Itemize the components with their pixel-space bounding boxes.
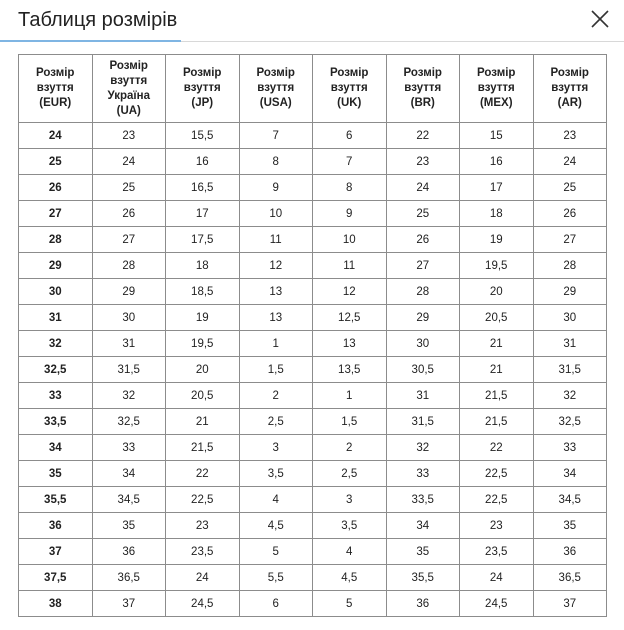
table-cell: 17: [166, 201, 240, 227]
table-cell: 19,5: [460, 253, 534, 279]
table-cell: 5: [313, 591, 387, 617]
table-cell: 34,5: [533, 487, 607, 513]
table-cell: 35,5: [386, 565, 460, 591]
column-header-line: Розмір: [330, 67, 369, 79]
table-cell-eur: 33: [19, 383, 93, 409]
table-row: [19, 591, 607, 617]
column-header: [19, 55, 93, 123]
table-cell: 26: [533, 201, 607, 227]
table-cell-eur: 32,5: [19, 357, 93, 383]
column-header-line: Розмір: [183, 67, 222, 79]
table-row: [19, 201, 607, 227]
column-header-line: Розмір: [477, 67, 516, 79]
table-cell: 28: [386, 279, 460, 305]
table-cell: 23: [166, 513, 240, 539]
column-header: [533, 55, 607, 123]
table-row: [19, 175, 607, 201]
table-cell: 32,5: [533, 409, 607, 435]
table-cell: 20,5: [166, 383, 240, 409]
table-cell: 2,5: [239, 409, 313, 435]
table-cell: 11: [239, 227, 313, 253]
close-icon: [589, 8, 611, 30]
table-cell: 35: [386, 539, 460, 565]
table-cell: 2: [239, 383, 313, 409]
table-row: [19, 461, 607, 487]
table-cell: 17,5: [166, 227, 240, 253]
table-cell: 13,5: [313, 357, 387, 383]
table-cell: 19: [166, 305, 240, 331]
table-cell: 10: [313, 227, 387, 253]
table-cell: 36: [386, 591, 460, 617]
table-row: [19, 331, 607, 357]
table-row: [19, 487, 607, 513]
table-cell: 13: [239, 279, 313, 305]
table-cell: 28: [533, 253, 607, 279]
table-cell: 13: [313, 331, 387, 357]
table-cell-eur: 36: [19, 513, 93, 539]
dialog-title: Таблиця розмірів: [18, 9, 178, 31]
table-cell: 16,5: [166, 175, 240, 201]
table-cell: 26: [92, 201, 166, 227]
table-cell: 30: [92, 305, 166, 331]
column-header-line: Розмір: [403, 67, 442, 79]
table-cell: 12: [313, 279, 387, 305]
table-cell: 22: [166, 461, 240, 487]
table-cell: 23,5: [166, 539, 240, 565]
column-header-line: (UK): [337, 97, 362, 109]
column-header-line: взуття: [110, 74, 148, 87]
table-cell: 18,5: [166, 279, 240, 305]
table-cell: 24: [166, 565, 240, 591]
column-header: [460, 55, 534, 123]
table-cell-eur: 26: [19, 175, 93, 201]
table-cell: 24: [92, 149, 166, 175]
column-header-line: Розмір: [109, 59, 148, 72]
table-cell: 21,5: [460, 409, 534, 435]
column-header-line: взуття: [257, 82, 295, 94]
table-cell: 32,5: [92, 409, 166, 435]
table-header-row: [19, 55, 607, 123]
table-cell: 25: [533, 175, 607, 201]
table-cell: 35: [533, 513, 607, 539]
table-cell: 31: [533, 331, 607, 357]
table-cell: 34: [533, 461, 607, 487]
table-cell: 21,5: [460, 383, 534, 409]
table-cell: 25: [92, 175, 166, 201]
table-cell: 33: [92, 435, 166, 461]
table-cell-eur: 37,5: [19, 565, 93, 591]
column-header-line: (EUR): [39, 97, 72, 109]
table-cell: 12,5: [313, 305, 387, 331]
column-header-line: Україна: [107, 89, 150, 102]
table-cell-eur: 24: [19, 123, 93, 149]
table-cell: 34,5: [92, 487, 166, 513]
table-cell: 29: [533, 279, 607, 305]
table-row: [19, 227, 607, 253]
column-header-line: взуття: [330, 82, 368, 94]
table-row: [19, 357, 607, 383]
table-cell: 1: [239, 331, 313, 357]
table-cell: 5: [239, 539, 313, 565]
table-cell: 18: [166, 253, 240, 279]
table-cell: 17: [460, 175, 534, 201]
table-cell: 6: [313, 123, 387, 149]
table-cell: 21,5: [166, 435, 240, 461]
table-cell: 5,5: [239, 565, 313, 591]
table-cell: 36,5: [533, 565, 607, 591]
table-cell-eur: 35,5: [19, 487, 93, 513]
column-header: [386, 55, 460, 123]
table-cell: 22,5: [166, 487, 240, 513]
table-cell: 22: [460, 435, 534, 461]
table-cell: 32: [533, 383, 607, 409]
table-cell: 36: [92, 539, 166, 565]
table-row: [19, 383, 607, 409]
table-cell: 2,5: [313, 461, 387, 487]
table-cell: 3: [313, 487, 387, 513]
table-cell-eur: 30: [19, 279, 93, 305]
table-cell: 15: [460, 123, 534, 149]
column-header-line: взуття: [477, 82, 515, 94]
table-cell: 23: [460, 513, 534, 539]
table-cell: 31,5: [533, 357, 607, 383]
table-cell-eur: 31: [19, 305, 93, 331]
column-header-line: Розмір: [256, 67, 295, 79]
table-cell-eur: 34: [19, 435, 93, 461]
table-row: [19, 539, 607, 565]
table-cell: 7: [313, 149, 387, 175]
table-cell: 9: [239, 175, 313, 201]
table-body: [19, 123, 607, 617]
column-header: [239, 55, 313, 123]
table-cell: 37: [533, 591, 607, 617]
column-header-line: (USA): [259, 97, 292, 109]
table-cell-eur: 35: [19, 461, 93, 487]
table-cell: 27: [92, 227, 166, 253]
table-row: [19, 435, 607, 461]
table-row: [19, 409, 607, 435]
table-cell: 4,5: [239, 513, 313, 539]
table-cell: 19: [460, 227, 534, 253]
table-cell-eur: 29: [19, 253, 93, 279]
table-cell: 16: [166, 149, 240, 175]
table-cell-eur: 27: [19, 201, 93, 227]
column-header: [313, 55, 387, 123]
table-cell: 1,5: [313, 409, 387, 435]
table-cell: 9: [313, 201, 387, 227]
column-header-line: (JP): [191, 97, 214, 109]
table-cell: 27: [533, 227, 607, 253]
table-cell: 1,5: [239, 357, 313, 383]
table-cell-eur: 32: [19, 331, 93, 357]
table-row: [19, 253, 607, 279]
column-header-line: (MEX): [479, 97, 513, 109]
column-header-line: Розмір: [36, 67, 75, 79]
table-cell: 24,5: [460, 591, 534, 617]
table-cell: 29: [92, 279, 166, 305]
table-cell: 8: [239, 149, 313, 175]
column-header-line: (BR): [410, 97, 435, 109]
table-cell: 3,5: [239, 461, 313, 487]
table-cell-eur: 37: [19, 539, 93, 565]
table-cell: 15,5: [166, 123, 240, 149]
column-header-line: (UA): [116, 104, 141, 117]
table-row: [19, 149, 607, 175]
table-cell: 23: [533, 123, 607, 149]
table-cell: 23: [386, 149, 460, 175]
column-header-line: взуття: [183, 82, 221, 94]
table-cell: 25: [386, 201, 460, 227]
table-cell: 31,5: [92, 357, 166, 383]
table-cell: 31: [92, 331, 166, 357]
table-cell: 4: [239, 487, 313, 513]
table-cell: 3,5: [313, 513, 387, 539]
table-cell: 22,5: [460, 487, 534, 513]
column-header-line: (AR): [557, 97, 582, 109]
table-row: [19, 565, 607, 591]
close-button[interactable]: [589, 8, 611, 30]
column-header-line: взуття: [551, 82, 589, 94]
table-cell: 31,5: [386, 409, 460, 435]
table-cell: 4,5: [313, 565, 387, 591]
table-cell: 18: [460, 201, 534, 227]
table-cell-eur: 33,5: [19, 409, 93, 435]
table-cell: 24: [386, 175, 460, 201]
table-cell: 6: [239, 591, 313, 617]
table-cell: 31: [386, 383, 460, 409]
table-row: [19, 305, 607, 331]
table-cell: 16: [460, 149, 534, 175]
header-accent-underline: [0, 40, 181, 42]
size-table-container: [18, 54, 607, 617]
table-cell: 24: [533, 149, 607, 175]
table-cell: 30: [386, 331, 460, 357]
table-cell: 11: [313, 253, 387, 279]
table-cell: 24: [460, 565, 534, 591]
table-cell: 22,5: [460, 461, 534, 487]
table-cell: 10: [239, 201, 313, 227]
table-cell-eur: 25: [19, 149, 93, 175]
table-cell: 24,5: [166, 591, 240, 617]
table-cell: 12: [239, 253, 313, 279]
table-cell: 20,5: [460, 305, 534, 331]
table-cell: 33: [386, 461, 460, 487]
table-cell: 33: [533, 435, 607, 461]
table-cell: 35: [92, 513, 166, 539]
table-cell-eur: 28: [19, 227, 93, 253]
table-cell: 33,5: [386, 487, 460, 513]
table-cell-eur: 38: [19, 591, 93, 617]
table-cell: 20: [166, 357, 240, 383]
table-cell: 4: [313, 539, 387, 565]
table-cell: 29: [386, 305, 460, 331]
table-cell: 20: [460, 279, 534, 305]
column-header-line: взуття: [36, 82, 74, 94]
column-header: [92, 55, 166, 123]
table-cell: 13: [239, 305, 313, 331]
table-cell: 21: [460, 357, 534, 383]
table-row: [19, 123, 607, 149]
table-cell: 36: [533, 539, 607, 565]
table-cell: 22: [386, 123, 460, 149]
table-cell: 28: [92, 253, 166, 279]
column-header: [166, 55, 240, 123]
table-cell: 23,5: [460, 539, 534, 565]
table-cell: 34: [92, 461, 166, 487]
table-cell: 34: [386, 513, 460, 539]
table-cell: 27: [386, 253, 460, 279]
table-cell: 30: [533, 305, 607, 331]
table-cell: 37: [92, 591, 166, 617]
table-cell: 32: [92, 383, 166, 409]
table-cell: 3: [239, 435, 313, 461]
table-cell: 30,5: [386, 357, 460, 383]
table-cell: 19,5: [166, 331, 240, 357]
table-cell: 21: [166, 409, 240, 435]
table-cell: 2: [313, 435, 387, 461]
column-header-line: Розмір: [550, 67, 589, 79]
table-cell: 26: [386, 227, 460, 253]
table-cell: 8: [313, 175, 387, 201]
column-header-line: взуття: [404, 82, 442, 94]
table-cell: 7: [239, 123, 313, 149]
dialog-header: [0, 0, 624, 42]
table-row: [19, 513, 607, 539]
table-cell: 32: [386, 435, 460, 461]
table-row: [19, 279, 607, 305]
size-table: [18, 54, 607, 617]
table-cell: 36,5: [92, 565, 166, 591]
table-cell: 23: [92, 123, 166, 149]
table-cell: 1: [313, 383, 387, 409]
table-cell: 21: [460, 331, 534, 357]
